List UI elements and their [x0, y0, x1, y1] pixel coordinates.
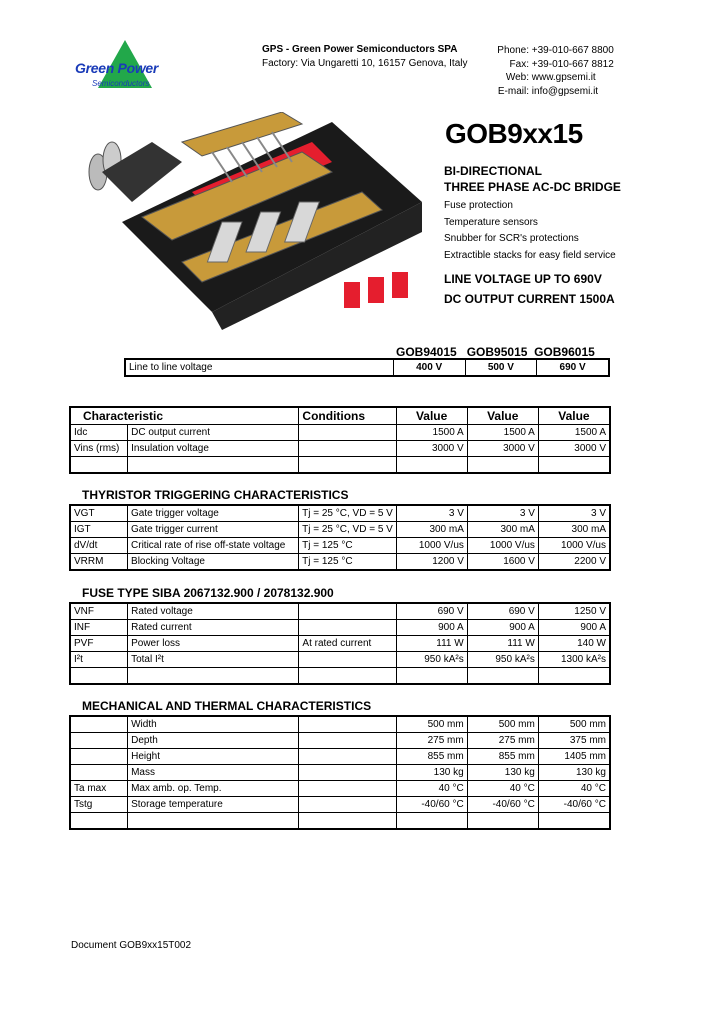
- row-value: [538, 668, 610, 685]
- table-row: [70, 603, 610, 620]
- row-condition: [299, 781, 396, 797]
- table-row: [70, 538, 610, 554]
- row-symbol: Vins (rms): [70, 441, 128, 457]
- row-description: Gate trigger voltage: [128, 505, 299, 522]
- row-symbol: VGT: [70, 505, 128, 522]
- fuse-title: FUSE TYPE SIBA 2067132.900 / 2078132.900: [82, 586, 334, 600]
- company-address: Factory: Via Ungaretti 10, 16157 Genova, Italy: [262, 58, 468, 69]
- row-value: 2200 V: [538, 554, 610, 571]
- row-condition: [299, 716, 396, 733]
- table-row: [70, 620, 610, 636]
- row-value: 3 V: [538, 505, 610, 522]
- row-symbol: PVF: [70, 636, 128, 652]
- table-row: [70, 716, 610, 733]
- row-condition: Tj = 125 °C: [299, 538, 397, 554]
- features-list: [444, 198, 616, 264]
- row-condition: [299, 813, 396, 830]
- row-value: 40 °C: [538, 781, 610, 797]
- row-value: [396, 813, 467, 830]
- row-value: 3000 V: [396, 441, 467, 457]
- row-symbol: INF: [70, 620, 128, 636]
- row-symbol: I²t: [70, 652, 128, 668]
- table-row: [70, 554, 610, 571]
- thyristor-table: [69, 504, 611, 571]
- line-voltage-table: [124, 358, 610, 377]
- row-value: 1600 V: [467, 554, 538, 571]
- row-value: 1000 V/us: [467, 538, 538, 554]
- row-value: 40 °C: [396, 781, 467, 797]
- feature-item: Temperature sensors: [444, 216, 538, 228]
- row-value: -40/60 °C: [396, 797, 467, 813]
- row-value: 950 kA²s: [396, 652, 467, 668]
- model-2: GOB95015: [466, 345, 528, 359]
- line-voltage-value: 400 V: [393, 359, 465, 376]
- row-symbol: Tstg: [70, 797, 128, 813]
- row-value: [467, 813, 538, 830]
- row-description: Height: [128, 749, 299, 765]
- contact-phone: Phone: +39-010-667 8800: [497, 45, 614, 56]
- table-row: [70, 733, 610, 749]
- mechanical-table: [69, 715, 611, 830]
- row-value: 500 mm: [538, 716, 610, 733]
- row-value: 3 V: [467, 505, 538, 522]
- row-description: Rated current: [128, 620, 299, 636]
- row-condition: [299, 652, 396, 668]
- row-value: -40/60 °C: [467, 797, 538, 813]
- characteristics-table: [69, 406, 611, 474]
- row-condition: [299, 668, 396, 685]
- row-value: 300 mA: [538, 522, 610, 538]
- line-voltage-value: 690 V: [537, 359, 609, 376]
- row-description: Power loss: [128, 636, 299, 652]
- table-row: [70, 522, 610, 538]
- row-value: 111 W: [396, 636, 467, 652]
- row-value: 130 kg: [538, 765, 610, 781]
- header-conditions: Conditions: [299, 407, 396, 425]
- row-description: [128, 457, 299, 474]
- row-condition: [299, 425, 396, 441]
- row-value: 900 A: [467, 620, 538, 636]
- row-condition: [299, 603, 396, 620]
- row-value: 1200 V: [396, 554, 467, 571]
- row-description: Depth: [128, 733, 299, 749]
- row-condition: Tj = 25 °C, VD = 5 V: [299, 522, 397, 538]
- row-description: [128, 813, 299, 830]
- row-condition: Tj = 125 °C: [299, 554, 397, 571]
- table-row: [70, 425, 610, 441]
- row-symbol: [70, 668, 128, 685]
- row-symbol: [70, 813, 128, 830]
- row-value: 500 mm: [467, 716, 538, 733]
- row-value: 950 kA²s: [467, 652, 538, 668]
- row-value: 1300 kA²s: [538, 652, 610, 668]
- row-symbol: [70, 765, 128, 781]
- contact-web: Web: www.gpsemi.it: [505, 72, 596, 83]
- row-description: Width: [128, 716, 299, 733]
- row-value: 300 mA: [467, 522, 538, 538]
- logo-sub: Semiconductors: [92, 79, 150, 88]
- table-row: [70, 636, 610, 652]
- row-value: 3000 V: [467, 441, 538, 457]
- row-condition: [299, 733, 396, 749]
- row-value: 3000 V: [538, 441, 610, 457]
- spec-dc-current: DC OUTPUT CURRENT 1500A: [444, 292, 615, 306]
- row-value: 140 W: [538, 636, 610, 652]
- product-image: [82, 112, 422, 332]
- row-value: 500 mm: [396, 716, 467, 733]
- row-value: 900 A: [396, 620, 467, 636]
- row-description: [128, 668, 299, 685]
- row-symbol: [70, 716, 128, 733]
- table-row: [70, 765, 610, 781]
- row-symbol: [70, 733, 128, 749]
- product-subtitle-2: THREE PHASE AC-DC BRIDGE: [444, 180, 621, 194]
- feature-item: Snubber for SCR's protections: [444, 233, 579, 244]
- header-value: Value: [467, 407, 538, 425]
- mechanical-title: MECHANICAL AND THERMAL CHARACTERISTICS: [82, 699, 372, 713]
- feature-item: Fuse protection: [444, 200, 513, 211]
- row-description: Blocking Voltage: [128, 554, 299, 571]
- row-value: 111 W: [467, 636, 538, 652]
- table-row: [70, 457, 610, 474]
- table-row: [70, 441, 610, 457]
- row-condition: [299, 620, 396, 636]
- row-value: 855 mm: [467, 749, 538, 765]
- row-condition: At rated current: [299, 636, 396, 652]
- line-voltage-label: Line to line voltage: [125, 359, 393, 376]
- document-footer: Document GOB9xx15T002: [71, 940, 192, 951]
- row-value: [538, 813, 610, 830]
- row-value: -40/60 °C: [538, 797, 610, 813]
- feature-item: Extractible stacks for easy field service: [444, 249, 616, 261]
- table-row: [70, 668, 610, 685]
- row-value: [396, 668, 467, 685]
- row-symbol: Idc: [70, 425, 128, 441]
- row-value: 690 V: [396, 603, 467, 620]
- product-title: GOB9xx15: [445, 118, 583, 149]
- row-value: 690 V: [467, 603, 538, 620]
- fuse-table: [69, 602, 611, 685]
- row-description: Max amb. op. Temp.: [128, 781, 299, 797]
- table-row: [70, 797, 610, 813]
- table-row: [70, 813, 610, 830]
- row-description: Mass: [128, 765, 299, 781]
- table-row: [70, 749, 610, 765]
- row-description: DC output current: [128, 425, 299, 441]
- header-value: Value: [538, 407, 610, 425]
- row-value: [396, 457, 467, 474]
- row-value: 1500 A: [538, 425, 610, 441]
- contact-email: E-mail: info@gpsemi.it: [497, 85, 599, 97]
- model-1: GOB94015: [396, 345, 457, 359]
- model-header: [396, 345, 595, 359]
- row-value: 40 °C: [467, 781, 538, 797]
- table-row: [70, 652, 610, 668]
- table-row: [70, 505, 610, 522]
- row-value: 130 kg: [396, 765, 467, 781]
- row-value: [538, 457, 610, 474]
- row-value: 275 mm: [467, 733, 538, 749]
- row-condition: [299, 457, 396, 474]
- row-value: 3 V: [396, 505, 467, 522]
- row-value: 130 kg: [467, 765, 538, 781]
- row-description: Storage temperature: [128, 797, 299, 813]
- characteristics-header: [70, 407, 610, 425]
- header-value: Value: [396, 407, 467, 425]
- row-value: [467, 457, 538, 474]
- header-characteristic: Characteristic: [70, 407, 299, 425]
- row-value: 1405 mm: [538, 749, 610, 765]
- row-description: Critical rate of rise off-state voltage: [128, 538, 299, 554]
- row-value: 1000 V/us: [538, 538, 610, 554]
- row-value: [467, 668, 538, 685]
- row-condition: [299, 441, 396, 457]
- contacts-block: [495, 44, 625, 98]
- row-condition: Tj = 25 °C, VD = 5 V: [299, 505, 397, 522]
- table-row: [70, 781, 610, 797]
- row-description: Insulation voltage: [128, 441, 299, 457]
- logo-brand: Green Power: [75, 60, 159, 76]
- model-3: GOB96015: [534, 345, 595, 359]
- row-value: 300 mA: [396, 522, 467, 538]
- row-symbol: [70, 457, 128, 474]
- row-symbol: IGT: [70, 522, 128, 538]
- row-value: 1000 V/us: [396, 538, 467, 554]
- row-condition: [299, 765, 396, 781]
- row-description: Gate trigger current: [128, 522, 299, 538]
- row-description: Rated voltage: [128, 603, 299, 620]
- row-value: 275 mm: [396, 733, 467, 749]
- row-symbol: dV/dt: [70, 538, 128, 554]
- row-symbol: Ta max: [70, 781, 128, 797]
- row-description: Total I²t: [128, 652, 299, 668]
- line-voltage-value: 500 V: [465, 359, 537, 376]
- company-logo: [70, 38, 180, 94]
- row-value: 900 A: [538, 620, 610, 636]
- row-condition: [299, 797, 396, 813]
- contact-fax: Fax: +39-010-667 8812: [509, 58, 614, 70]
- row-condition: [299, 749, 396, 765]
- thyristor-title: THYRISTOR TRIGGERING CHARACTERISTICS: [82, 488, 349, 502]
- product-subtitle-1: BI-DIRECTIONAL: [444, 164, 542, 178]
- row-value: 855 mm: [396, 749, 467, 765]
- row-symbol: VNF: [70, 603, 128, 620]
- row-value: 375 mm: [538, 733, 610, 749]
- spec-line-voltage: LINE VOLTAGE UP TO 690V: [444, 272, 602, 286]
- row-value: 1250 V: [538, 603, 610, 620]
- row-symbol: [70, 749, 128, 765]
- row-value: 1500 A: [396, 425, 467, 441]
- row-symbol: VRRM: [70, 554, 128, 571]
- row-value: 1500 A: [467, 425, 538, 441]
- company-name: GPS - Green Power Semiconductors SPA: [262, 44, 458, 55]
